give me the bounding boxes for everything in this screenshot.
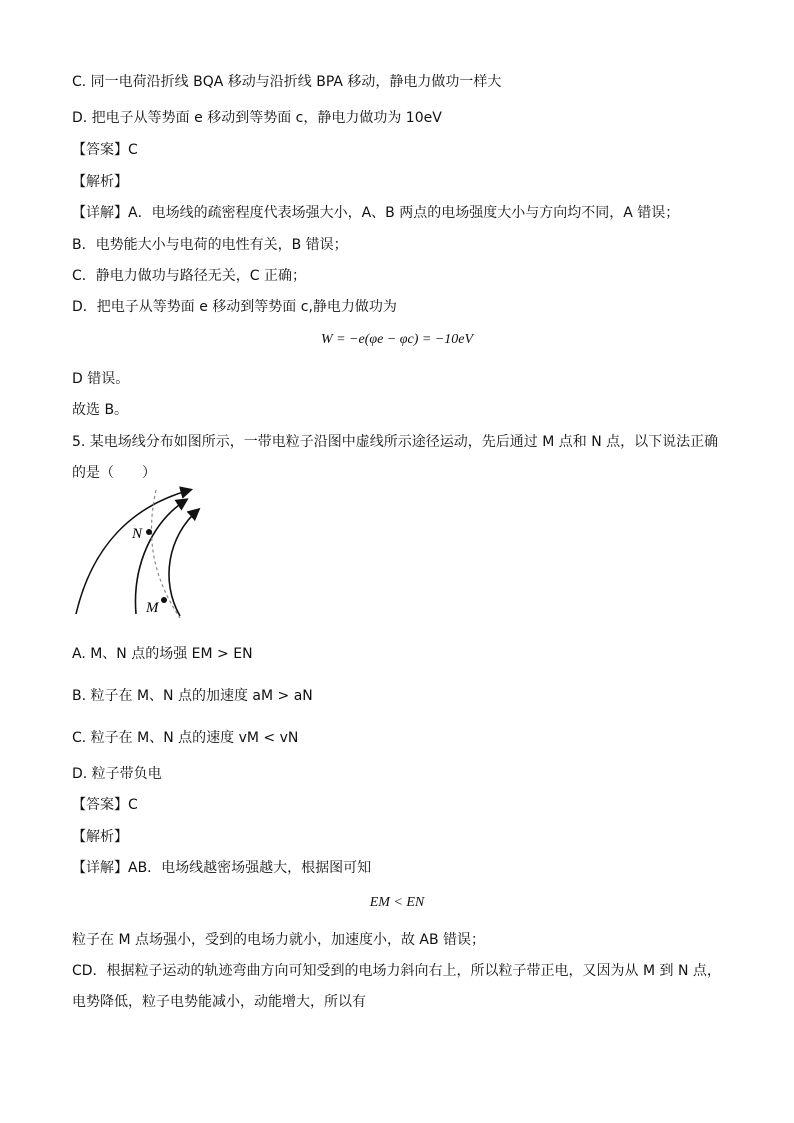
field-line-left [76, 490, 190, 614]
option-c-q5: C. 粒子在 M、N 点的速度 vM < vN [72, 730, 299, 746]
option-d-q4: D. 把电子从等势面 e 移动到等势面 c，静电力做功为 10eV [72, 110, 442, 126]
field-line-figure [72, 486, 212, 621]
answer-q4: 【答案】C [72, 142, 138, 158]
conclusion-q4: 故选 B。 [72, 402, 129, 418]
option-b-q5: B. 粒子在 M、N 点的加速度 aM > aN [72, 688, 313, 704]
field-line-middle [135, 500, 186, 614]
detail-q5-a: 【详解】AB．电场线越密场强越大，根据图可知 [72, 860, 372, 876]
detail-q4-e: D 错误。 [72, 371, 130, 387]
question-5-line1: 5. 某电场线分布如图所示，一带电粒子沿图中虚线所示途径运动，先后通过 M 点和 N 点，以下说法正确 [72, 434, 719, 450]
label-m: M [146, 600, 159, 616]
option-d-q5: D. 粒子带负电 [72, 766, 162, 782]
equation-q4: W = −e(φe − φc) = −10eV [320, 332, 474, 347]
option-c-q4: C. 同一电荷沿折线 BQA 移动与沿折线 BPA 移动，静电力做功一样大 [72, 74, 502, 90]
equation-q5: EM < EN [369, 895, 425, 910]
analysis-heading-q4: 【解析】 [72, 174, 128, 190]
detail-q4-a: 【详解】A．电场线的疏密程度代表场强大小，A、B 两点的电场强度大小与方向均不同，A 错误； [72, 205, 680, 221]
label-n: N [132, 526, 143, 542]
option-a-q5: A. M、N 点的场强 EM > EN [72, 646, 253, 662]
answer-q5: 【答案】C [72, 797, 138, 813]
detail-q5-b: 粒子在 M 点场强小，受到的电场力就小，加速度小，故 AB 错误； [72, 932, 486, 948]
point-n [146, 529, 152, 535]
point-m [161, 597, 167, 603]
detail-q5-d: 电势降低，粒子电势能减小，动能增大，所以有 [72, 994, 366, 1010]
field-line-right [169, 510, 198, 616]
detail-q4-b: B．电势能大小与电荷的电性有关，B 错误； [72, 237, 348, 253]
analysis-heading-q5: 【解析】 [72, 829, 128, 845]
detail-q4-c: C．静电力做功与路径无关，C 正确； [72, 268, 307, 284]
question-5-line2: 的是（ ） [72, 465, 156, 481]
detail-q5-c: CD．根据粒子运动的轨迹弯曲方向可知受到的电场力斜向右上，所以粒子带正电，又因为从 M 到 N 点， [72, 963, 721, 979]
detail-q4-d: D．把电子从等势面 e 移动到等势面 c,静电力做功为 [72, 299, 397, 315]
